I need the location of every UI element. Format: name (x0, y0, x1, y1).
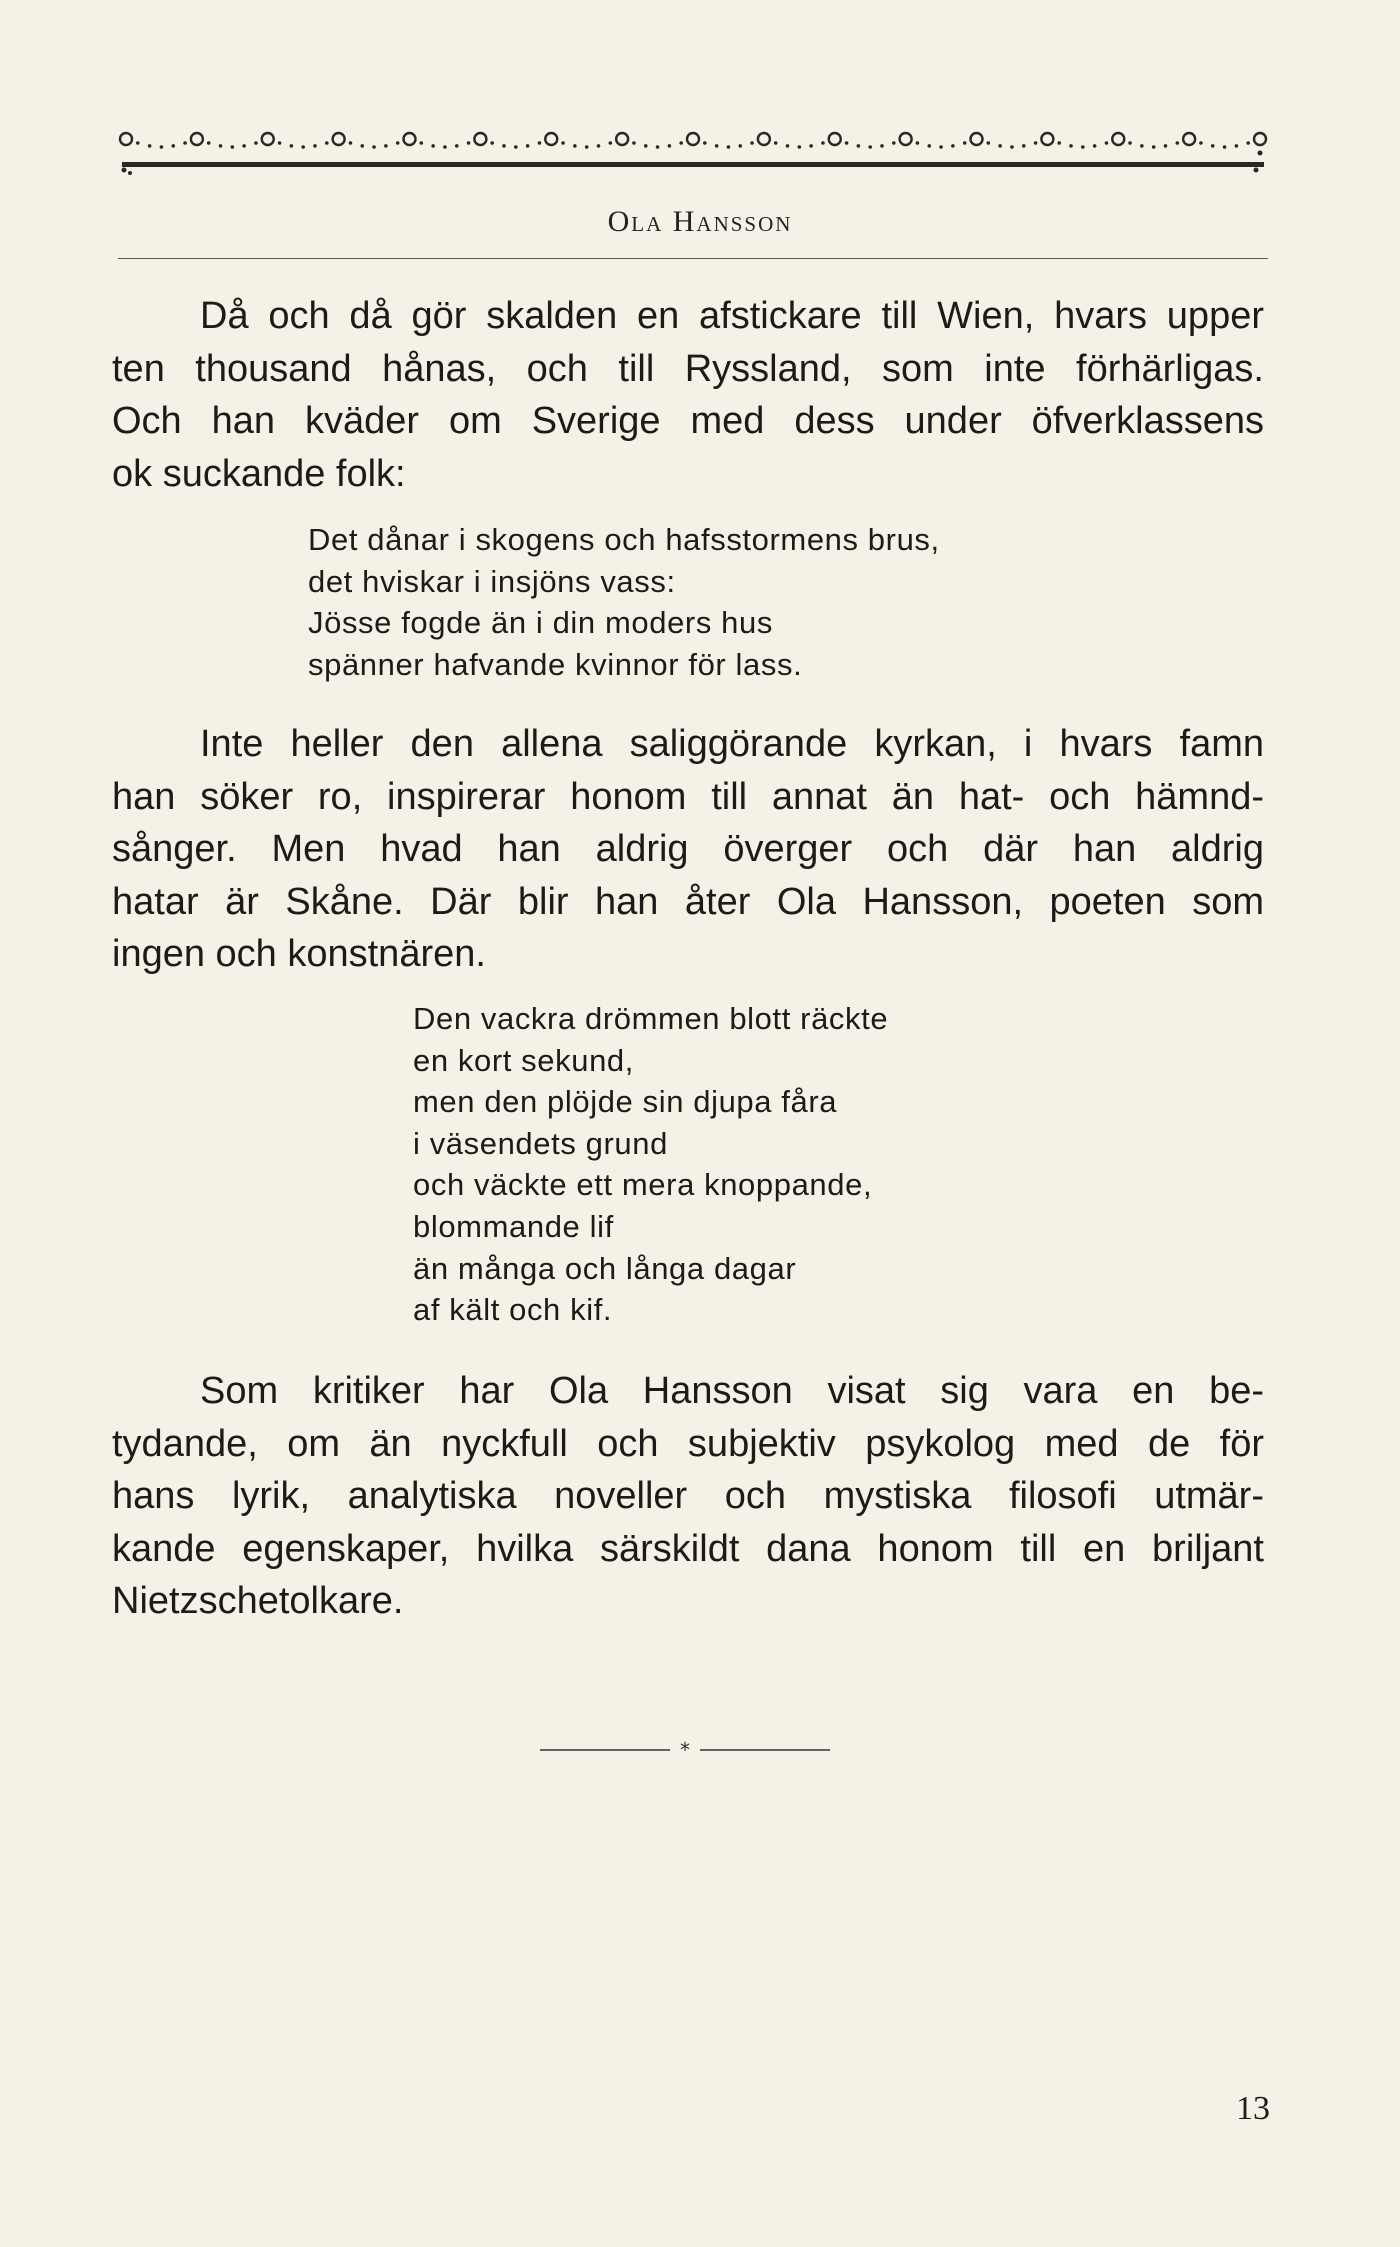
ornament-dot (301, 145, 305, 149)
ornament-dot (880, 144, 884, 148)
ornament-dot (278, 141, 282, 145)
ornament-dot (1223, 145, 1227, 149)
verse-line: Jösse fogde än i din moders hus (308, 605, 773, 640)
paragraph-2 (112, 718, 1264, 981)
ornament-dot (927, 144, 931, 148)
ornament-dot (455, 144, 459, 148)
ornament-dot (987, 141, 991, 145)
ornament-dot (514, 145, 518, 149)
verse-line: en kort sekund, (413, 1042, 634, 1078)
ornament-dot (207, 141, 211, 145)
ornament-ring (262, 133, 274, 145)
ornament-dot (349, 141, 353, 145)
verse-line: blommande lif (413, 1208, 614, 1244)
verse-line: och väckte ett mera knoppande, (413, 1167, 873, 1203)
ornament-dot (502, 144, 506, 148)
ornament-dot (313, 144, 317, 148)
ornament-dot (1235, 144, 1239, 148)
paragraph-line: ok suckande folk: (112, 452, 406, 495)
ornament-dot (939, 145, 943, 149)
ornament-dot (160, 145, 164, 149)
ornament-dot (431, 144, 435, 148)
ornament-ring (1041, 133, 1053, 145)
ornament-dot (467, 141, 471, 145)
ornament-dot (538, 141, 542, 145)
paragraph-line: Som kritiker har Ola Hansson visat sig vara en be- (200, 1370, 1264, 1412)
ornament-dot (290, 144, 294, 148)
ornament-dot (1057, 141, 1061, 145)
ornament-ring (1112, 133, 1124, 145)
ornament-dot (1140, 144, 1144, 148)
ornament-dot (384, 144, 388, 148)
ornament-dot (1105, 141, 1109, 145)
verse-line: än många och långa dagar (413, 1250, 797, 1286)
paragraph-line: ten thousand hånas, och till Ryssland, som inte förhärligas. (112, 347, 1264, 390)
paragraph-line: Nietzschetolkare. (112, 1580, 404, 1622)
ornament-dot (1093, 144, 1097, 148)
verse-line: af kält och kif. (413, 1292, 613, 1328)
verse-line: Det dånar i skogens och hafsstormens brus, (308, 522, 940, 557)
ornamental-border (118, 126, 1268, 176)
ornament-dot (1176, 141, 1180, 145)
verse-line: men den plöjde sin djupa fåra (413, 1084, 838, 1120)
ornament-dot (325, 141, 329, 145)
poem-quote-1 (308, 519, 940, 685)
ornament-dot (916, 141, 920, 145)
paragraph-1 (112, 290, 1264, 500)
ornament-dot (1034, 141, 1038, 145)
ornament-dot (254, 141, 258, 145)
ornament-ring (829, 133, 841, 145)
ornament-ring (404, 133, 416, 145)
ornament-dot (1164, 144, 1168, 148)
ornament-ring (333, 133, 345, 145)
running-head: Ola Hansson (607, 205, 793, 238)
section-divider (540, 1740, 830, 1760)
ornament-dot (868, 145, 872, 149)
ornament-dot (892, 141, 896, 145)
header-rule (118, 258, 1268, 259)
paragraph-line: Inte heller den allena saliggörande kyrkan, i hvars famn (200, 723, 1264, 765)
ornament-dot (668, 144, 672, 148)
ornament-dot (148, 144, 152, 148)
ornament-ring (120, 133, 132, 145)
ornament-dot (1022, 144, 1026, 148)
ornament-dot (845, 141, 849, 145)
ornament-dot (526, 144, 530, 148)
ornament-ring (191, 133, 203, 145)
ornament-dot (136, 141, 140, 145)
ornament-dot (1152, 145, 1156, 149)
verse-line: Den vackra drömmen blott räckte (413, 1001, 889, 1036)
ornament-dot (171, 144, 175, 148)
ornament-dot (703, 141, 707, 145)
ornament-dot (1211, 144, 1215, 148)
paragraph-line: hatar är Skåne. Där blir han åter Ola Hansson, poeten som (112, 880, 1264, 923)
ornament-dot (420, 141, 424, 145)
poem-quote-2 (413, 998, 888, 1331)
verse-line: spänner hafvande kvinnor för lass. (308, 646, 803, 682)
ornament-dot (1081, 145, 1085, 149)
paragraph-line: Och han kväder om Sverige med dess under öfverklassens (112, 400, 1264, 442)
ornament-ring (900, 133, 912, 145)
ornament-dot (1010, 145, 1014, 149)
ornament-ring (1254, 133, 1266, 145)
ornament-dot (396, 141, 400, 145)
verse-line: det hviskar i insjöns vass: (308, 563, 676, 599)
ornament-dot (1199, 141, 1203, 145)
ornament-dot (219, 144, 223, 148)
ornament-dot (786, 144, 790, 148)
ornament-dot (715, 144, 719, 148)
ornament-dot (1128, 141, 1132, 145)
paragraph-line: Då och då gör skalden en afstickare till Wien, hvars upper (200, 295, 1264, 337)
ornament-dot (998, 144, 1002, 148)
ornament-ring (687, 133, 699, 145)
ornament-ring (545, 133, 557, 145)
page-number: 13 (1236, 2090, 1270, 2127)
paragraph-line: sånger. Men hvad han aldrig överger och där han aldrig (112, 828, 1264, 870)
ornament-dot (443, 145, 447, 149)
ornament-dot (774, 141, 778, 145)
ornament-dot (585, 145, 589, 149)
ornament-dot (490, 141, 494, 145)
ornament-ring (474, 133, 486, 145)
ornament-dot (656, 145, 660, 149)
ornament-dot (372, 145, 376, 149)
verse-line: i väsendets grund (413, 1125, 668, 1161)
ornament-dot (597, 144, 601, 148)
ornament-dot (644, 144, 648, 148)
ornament-ring (758, 133, 770, 145)
paragraph-3 (112, 1365, 1264, 1628)
ornament-dot (573, 144, 577, 148)
ornament-dot (809, 144, 813, 148)
divider-asterisk: * (680, 1740, 690, 1760)
ornament-dot (951, 144, 955, 148)
ornament-dot (750, 141, 754, 145)
ornament-dot (242, 144, 246, 148)
ornament-ring (616, 133, 628, 145)
ornament-dot (738, 144, 742, 148)
paragraph-line: han söker ro, inspirerar honom till annat än hat- och hämnd- (112, 775, 1264, 818)
paragraph-line: kande egenskaper, hvilka särskildt dana honom till en briljant (112, 1527, 1264, 1570)
ornament-dot (857, 144, 861, 148)
ornament-dot (183, 141, 187, 145)
ornament-dot (609, 141, 613, 145)
ornament-dot (821, 141, 825, 145)
ornament-dot (1069, 144, 1073, 148)
paragraph-line: tydande, om än nyckfull och subjektiv psykolog med de för (112, 1422, 1264, 1465)
ornament-dot (798, 145, 802, 149)
ornament-dot (231, 145, 235, 149)
ornament-dot (679, 141, 683, 145)
ornament-ring (971, 133, 983, 145)
paragraph-line: hans lyrik, analytiska noveller och mystiska filosofi utmär- (112, 1475, 1264, 1517)
ornament-dot (561, 141, 565, 145)
ornament-ring (1183, 133, 1195, 145)
ornament-dot (632, 141, 636, 145)
ornament-dot (360, 144, 364, 148)
paragraph-line: ingen och konstnären. (112, 933, 486, 975)
ornament-dot (727, 145, 731, 149)
ornament-dot (963, 141, 967, 145)
ornament-dot (1246, 141, 1250, 145)
